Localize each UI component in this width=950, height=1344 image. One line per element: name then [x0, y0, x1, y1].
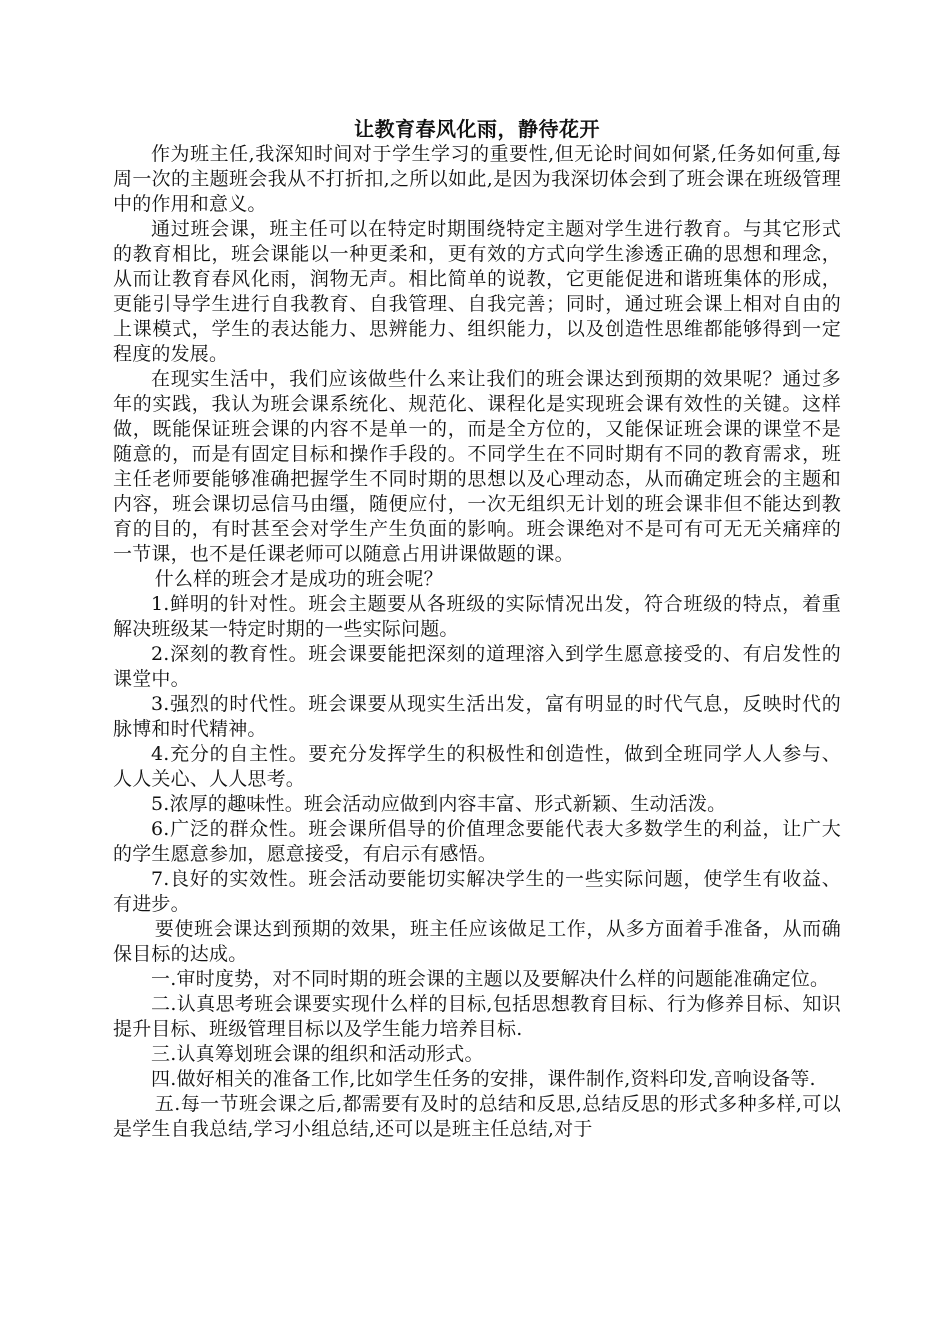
- document-title: 让教育春风化雨，静待花开: [354, 117, 600, 141]
- paragraph-class-meeting-role: 通过班会课，班主任可以在特定时期围绕特定主题对学生进行教育。与其它形式的教育相比，班会课能以一种更柔和，更有效的方式向学生渗透正确的思想和理念，从而让教育春风化雨，润物无声。相比简单的说教，它更能促进和谐班集体的形成，更能引导学生进行自我教育、自我管理、自我完善；同时，通过班会课上相对自由的上课模式，学生的表达能力、思辨能力、组织能力，以及创造性思维都能够得到一定程度的发展。: [113, 218, 841, 365]
- list-item-3: 3.强烈的时代性。班会课要从现实生活出发，富有明显的时代气息，反映时代的脉博和时代精神。: [113, 693, 841, 740]
- paragraph-preparation: 要使班会课达到预期的效果，班主任应该做足工作，从多方面着手准备，从而确保目标的达成。: [113, 918, 841, 965]
- paragraph-question: 什么样的班会才是成功的班会呢？: [154, 568, 443, 590]
- step-item-5: 五.每一节班会课之后,都需要有及时的总结和反思,总结反思的形式多种多样,可以是学生自我总结,学习小组总结,还可以是班主任总结,对于: [113, 1093, 841, 1140]
- list-item-5: 5.浓厚的趣味性。班会活动应做到内容丰富、形式新颖、生动活泼。: [151, 793, 727, 815]
- list-item-7: 7.良好的实效性。班会活动要能切实解决学生的一些实际问题，使学生有收益、有进步。: [113, 868, 841, 915]
- paragraph-intro: 作为班主任,我深知时间对于学生学习的重要性,但无论时间如何紧,任务如何重,每周一次的主题班会我从不打折扣,之所以如此,是因为我深切体会到了班会课在班级管理中的作用和意义。: [113, 143, 841, 215]
- list-item-6: 6.广泛的群众性。班会课所倡导的价值理念要能代表大多数学生的利益，让广大的学生愿意参加，愿意接受，有启示有感悟。: [113, 818, 841, 865]
- document-page: [113, 116, 841, 1142]
- step-item-1: 一.审时度势，对不同时期的班会课的主题以及要解决什么样的问题能准确定位。: [151, 968, 830, 990]
- step-item-2: 二.认真思考班会课要实现什么样的目标,包括思想教育目标、行为修养目标、知识提升目标、班级管理目标以及学生能力培养目标.: [113, 993, 841, 1040]
- list-item-4: 4.充分的自主性。要充分发挥学生的积极性和创造性，做到全班同学人人参与、人人关心、人人思考。: [113, 743, 841, 790]
- list-item-2: 2.深刻的教育性。班会课要能把深刻的道理溶入到学生愿意接受的、有启发性的课堂中。: [113, 643, 841, 690]
- paragraph-real-life: 在现实生活中，我们应该做些什么来让我们的班会课达到预期的效果呢？通过多年的实践，我认为班会课系统化、规范化、课程化是实现班会课有效性的关键。这样做，既能保证班会课的内容不是单一的，而是全方位的，又能保证班会课的课堂不是随意的，而是有固定目标和操作手段的。不同学生在不同时期有不同的教育需求，班主任老师要能够准确把握学生不同时期的思想以及心理动态，从而确定班会的主题和内容，班会课切忌信马由缰，随便应付，一次无组织无计划的班会课非但不能达到教育的目的，有时甚至会对学生产生负面的影响。班会课绝对不是可有可无无关痛痒的一节课，也不是任课老师可以随意占用讲课做题的课。: [113, 368, 841, 565]
- step-item-3: 三.认真筹划班会课的组织和活动形式。: [151, 1043, 484, 1065]
- step-item-4: 四.做好相关的准备工作,比如学生任务的安排，课件制作,资料印发,音响设备等.: [151, 1068, 816, 1090]
- list-item-1: 1.鲜明的针对性。班会主题要从各班级的实际情况出发，符合班级的特点，着重解决班级某一特定时期的一些实际问题。: [113, 593, 841, 640]
